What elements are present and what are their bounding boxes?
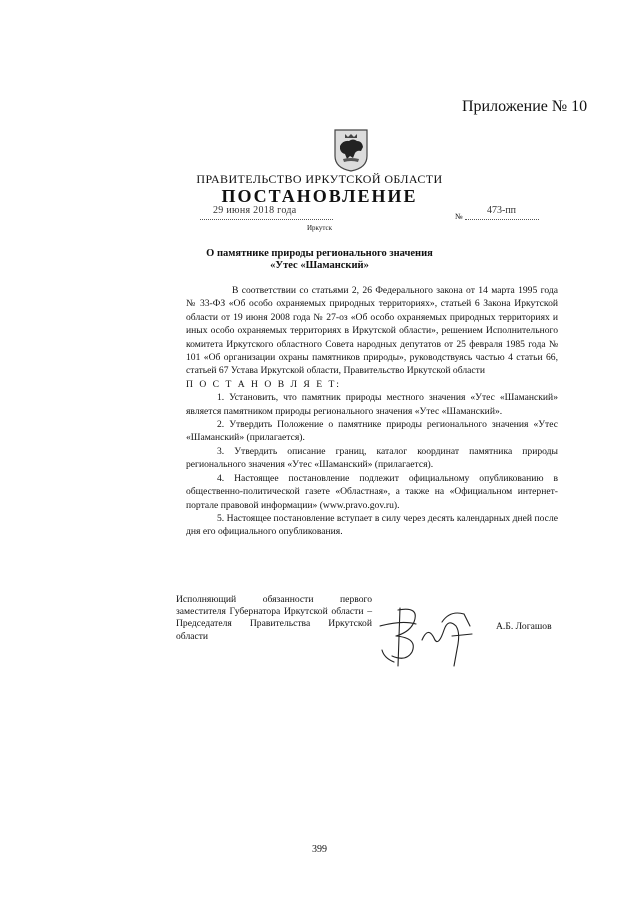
date-underline — [200, 219, 333, 220]
document-type: ПОСТАНОВЛЕНИЕ — [221, 186, 418, 206]
item-4: 4. Настоящее постановление подлежит официальному опубликованию в общественно-политической газете «Областная», а также на «Официальном интернет-портале правовой информации» (www.pravo.gov.ru). — [186, 472, 558, 511]
resolution-word: П О С Т А Н О В Л Я Е Т: — [186, 378, 341, 390]
decree-body — [186, 284, 558, 539]
coat-of-arms-icon — [333, 128, 369, 172]
handwritten-signature — [372, 596, 492, 676]
city-label: Иркутск — [306, 224, 332, 232]
signatory-name: А.Б. Логашов — [496, 621, 552, 632]
decree-subject — [0, 248, 639, 272]
page-number: 399 — [312, 844, 327, 855]
subject-line-2: «Утес «Шаманский» — [270, 260, 369, 271]
government-title: ПРАВИТЕЛЬСТВО ИРКУТСКОЙ ОБЛАСТИ — [196, 172, 443, 186]
preamble-paragraph: В соответствии со статьями 2, 26 Федерального закона от 14 марта 1995 года № 33-ФЗ «Об особо охраняемых природных территориях», статьей 6 Закона Иркутской области от 19 июня 2008 года № 27-оз «Об особо охраняемых природных территориях и иных особо охраняемых территориях в Иркутской области», решением Исполнительного комитета Иркутского областного Совета народных депутатов от 25 февраля 1985 года № 101 «Об организации охраны памятников природы», руководствуясь частью 4 статьи 66, статьей 67 Устава Иркутской области, Правительство Иркутской области — [186, 285, 558, 377]
item-5: 5. Настоящее постановление вступает в силу через десять календарных дней после дня его официального опубликования. — [186, 512, 558, 538]
number-underline — [465, 219, 539, 220]
item-2: 2. Утвердить Положение о памятнике природы регионального значения «Утес «Шаманский» (прилагается). — [186, 419, 558, 444]
number-sign: № — [455, 212, 463, 221]
signatory-position: Исполняющий обязанности первого заместителя Губернатора Иркутской области – Председателя Правительства Иркутской области — [176, 594, 372, 642]
subject-line-1: О памятнике природы регионального значения — [206, 248, 433, 259]
item-3: 3. Утвердить описание границ, каталог координат памятника природы регионального значения «Утес «Шаманский» (прилагается). — [186, 445, 558, 471]
appendix-label: Приложение № 10 — [462, 98, 588, 115]
decree-date: 29 июня 2018 года — [213, 205, 297, 216]
item-1: 1. Установить, что памятник природы местного значения «Утес «Шаманский» является памятником природы регионального значения «Утес «Шаманский». — [186, 392, 558, 417]
decree-number: 473-пп — [487, 205, 517, 216]
